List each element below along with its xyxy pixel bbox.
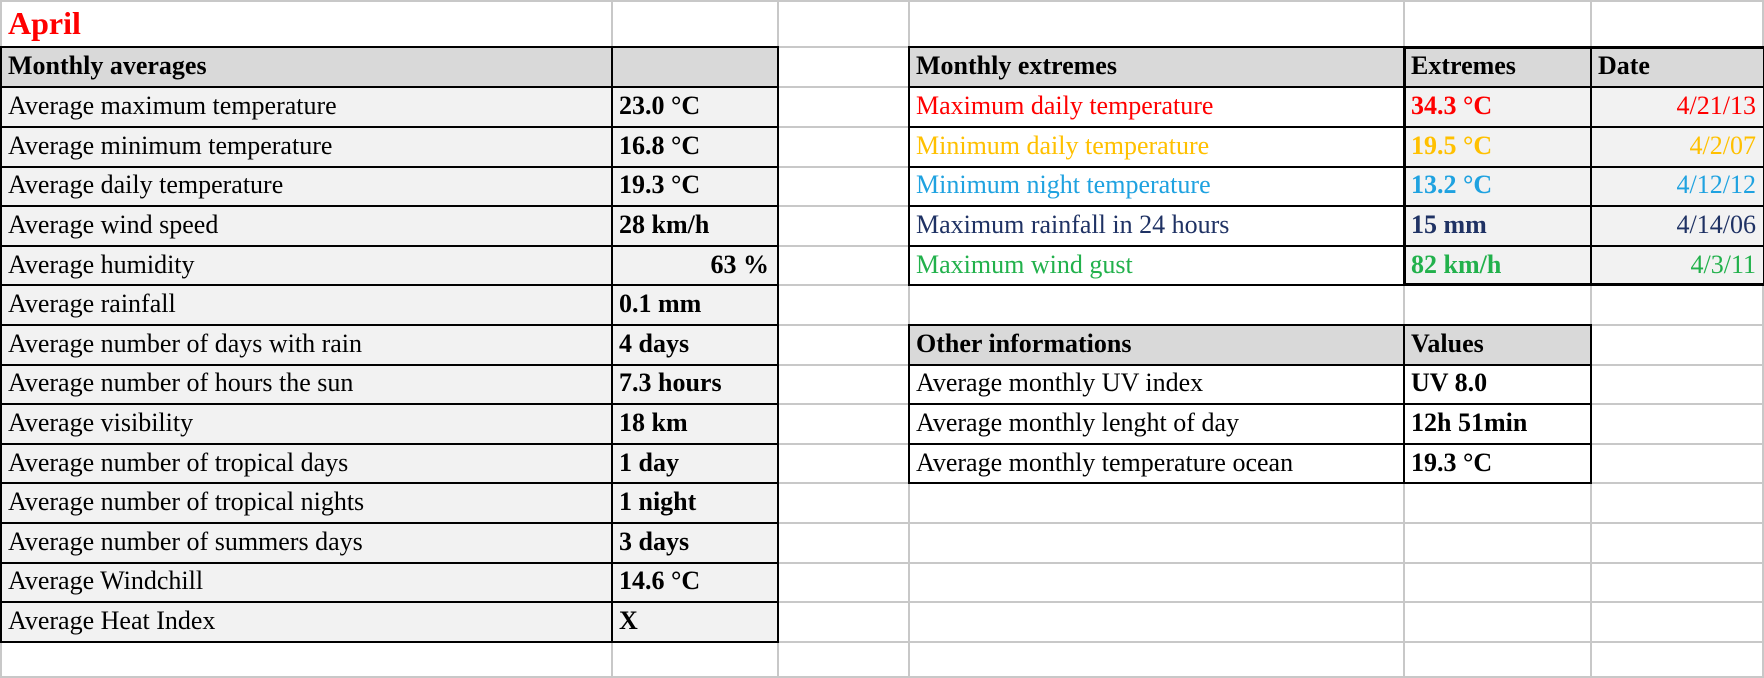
extremes-header-value: Extremes <box>1403 46 1590 86</box>
table-border-horizontal <box>0 86 779 88</box>
averages-value: 1 night <box>611 482 777 522</box>
averages-value: 16.8 °C <box>611 126 777 166</box>
averages-label: Average daily temperature <box>0 166 611 206</box>
averages-value: X <box>611 601 777 641</box>
table-border-horizontal <box>0 601 779 603</box>
table-border-horizontal <box>0 562 779 564</box>
extremes-value-block-border <box>1403 46 1764 286</box>
extremes-value: 82 km/h <box>1403 245 1590 285</box>
other-label: Average monthly temperature ocean <box>916 447 1294 477</box>
extremes-date: 4/21/13 <box>1590 86 1764 126</box>
averages-value: 63 % <box>611 245 777 285</box>
table-border-horizontal <box>0 245 779 247</box>
table-border-horizontal <box>0 364 779 366</box>
averages-value: 28 km/h <box>611 205 777 245</box>
other-value: 12h 51min <box>1411 407 1528 437</box>
averages-value: 7.3 hours <box>611 364 777 404</box>
averages-label: Average number of tropical days <box>0 443 611 483</box>
averages-label: Average humidity <box>0 245 611 285</box>
table-border-horizontal <box>0 482 779 484</box>
other-value: 19.3 °C <box>1411 447 1493 477</box>
averages-label: Average visibility <box>0 403 611 443</box>
averages-label: Average number of summers days <box>0 522 611 562</box>
extremes-label: Maximum rainfall in 24 hours <box>916 209 1230 239</box>
averages-label: Average number of hours the sun <box>0 364 611 404</box>
averages-value: 18 km <box>611 403 777 443</box>
averages-label: Average wind speed <box>0 205 611 245</box>
averages-table-border <box>0 46 779 643</box>
other-label: Average monthly UV index <box>916 368 1204 398</box>
extremes-header-date: Date <box>1590 46 1764 86</box>
averages-value: 23.0 °C <box>611 86 777 126</box>
month-title: April <box>8 5 81 41</box>
extremes-value: 13.2 °C <box>1403 166 1590 206</box>
other-label: Average monthly lenght of day <box>916 407 1239 437</box>
averages-label: Average number of days with rain <box>0 324 611 364</box>
extremes-date: 4/3/11 <box>1590 245 1764 285</box>
other-header-value: Values <box>1403 324 1590 364</box>
other-header-label: Other informations <box>908 324 1403 364</box>
table-border-horizontal <box>0 324 779 326</box>
extremes-date: 4/2/07 <box>1590 126 1764 166</box>
extremes-header-label: Monthly extremes <box>908 46 1403 86</box>
table-border-horizontal <box>0 403 779 405</box>
table-border-horizontal <box>0 166 779 168</box>
table-border-horizontal <box>0 126 779 128</box>
other-value: UV 8.0 <box>1411 368 1488 398</box>
table-border-horizontal <box>0 284 779 286</box>
averages-label: Average rainfall <box>0 284 611 324</box>
averages-label: Average Heat Index <box>0 601 611 641</box>
averages-label: Average maximum temperature <box>0 86 611 126</box>
table-border-horizontal <box>0 443 779 445</box>
averages-value: 0.1 mm <box>611 284 777 324</box>
averages-value: 3 days <box>611 522 777 562</box>
extremes-label: Minimum daily temperature <box>916 130 1210 160</box>
extremes-date: 4/14/06 <box>1590 205 1764 245</box>
extremes-value: 15 mm <box>1403 205 1590 245</box>
table-border-horizontal <box>908 443 1592 445</box>
averages-label: Average minimum temperature <box>0 126 611 166</box>
averages-value: 14.6 °C <box>611 562 777 602</box>
extremes-label: Maximum wind gust <box>916 249 1133 279</box>
averages-value: 1 day <box>611 443 777 483</box>
table-border-vertical <box>611 46 613 643</box>
table-border-horizontal <box>0 205 779 207</box>
table-border-horizontal <box>0 522 779 524</box>
extremes-value: 19.5 °C <box>1403 126 1590 166</box>
averages-label: Average number of tropical nights <box>0 482 611 522</box>
extremes-date: 4/12/12 <box>1590 166 1764 206</box>
averages-value: 4 days <box>611 324 777 364</box>
extremes-value: 34.3 °C <box>1403 86 1590 126</box>
table-border-horizontal <box>908 364 1592 366</box>
averages-label: Average Windchill <box>0 562 611 602</box>
averages-header: Monthly averages <box>0 46 611 86</box>
extremes-label: Maximum daily temperature <box>916 91 1214 120</box>
extremes-label: Minimum night temperature <box>916 170 1211 200</box>
averages-value: 19.3 °C <box>611 166 777 206</box>
table-border-horizontal <box>908 403 1592 405</box>
